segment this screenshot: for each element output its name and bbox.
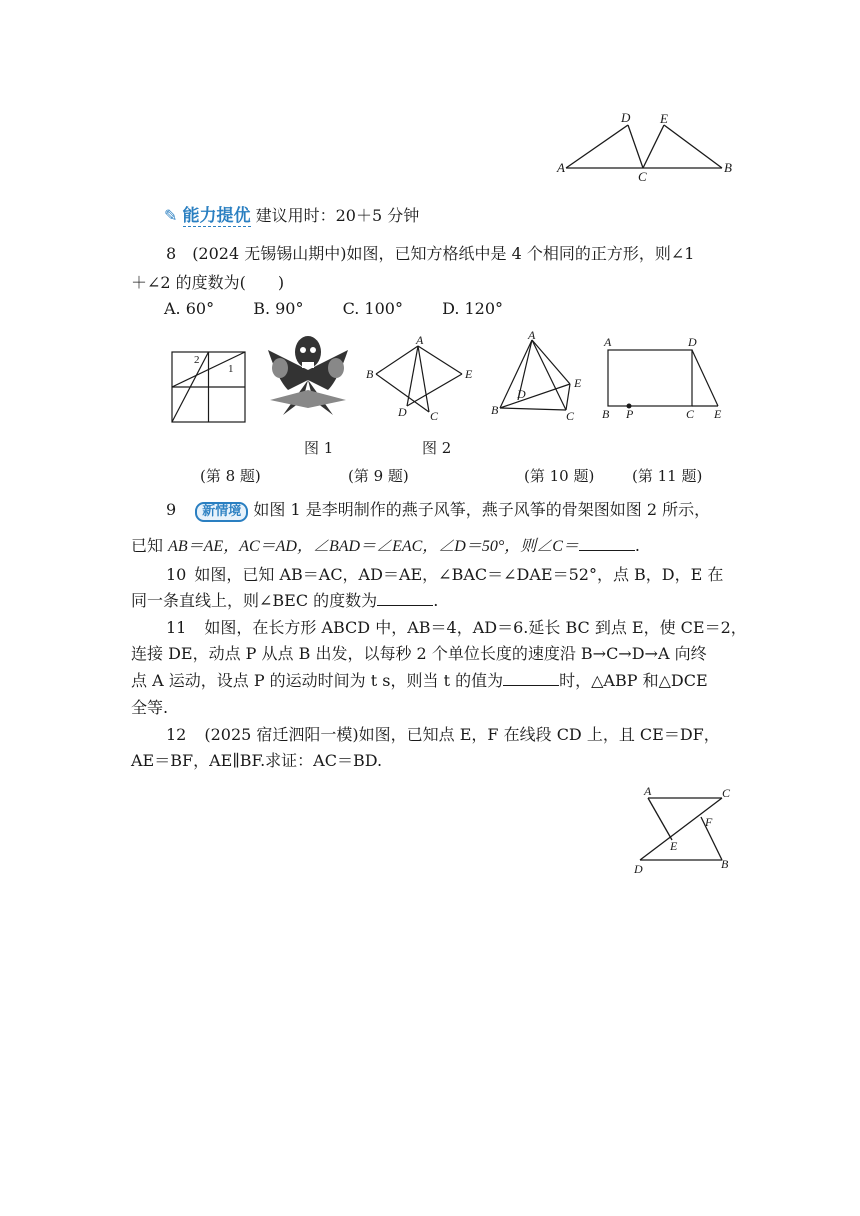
q8-line2: ＋∠2 的度数为( ): [131, 273, 285, 292]
q9-label-E: E: [465, 367, 473, 381]
q9-line1: 9 新情境 如图 1 是李明制作的燕子风筝，燕子风筝的骨架图如图 2 所示，: [166, 497, 766, 523]
fig2-caption: 图 2: [422, 439, 452, 457]
label-E: E: [660, 111, 668, 126]
q10-label-C: C: [566, 409, 575, 422]
caption-q10: (第 10 题): [524, 467, 595, 485]
answer-blank: [503, 671, 559, 686]
q8-grid-figure: [165, 346, 250, 426]
top-triangles-figure: [550, 108, 740, 184]
q9-kite-frame-figure: [362, 334, 482, 426]
caption-q9: (第 9 题): [348, 467, 409, 485]
q10-label-A: A: [528, 330, 536, 342]
time-note: 建议用时：20＋5 分钟: [255, 206, 420, 225]
q12-line1: 12 (2025 宿迁泗阳一模)如图，已知点 E，F 在线段 CD 上，且 CE＝DF，: [166, 725, 720, 744]
q10-label-D: D: [517, 387, 526, 401]
section-title: 能力提优: [182, 206, 251, 226]
q11-line3: 点 A 运动，设点 P 的运动时间为 t s，则当 t 的值为 时，△ABP 和△DCE: [131, 671, 708, 690]
q11-rectangle-figure: [596, 332, 730, 422]
angle-2-label: 2: [194, 354, 200, 366]
section-header: [164, 204, 419, 228]
q9-label-A: A: [416, 334, 424, 347]
q10-label-E: E: [574, 376, 582, 390]
q11-label-P: P: [626, 407, 634, 421]
q12-label-F: F: [705, 815, 713, 829]
q10-figure: [488, 330, 588, 422]
option-d: D. 120°: [442, 299, 504, 318]
q11-line4: 全等.: [131, 698, 169, 717]
q12-label-A: A: [644, 784, 652, 798]
fig1-caption: 图 1: [304, 439, 334, 457]
pencil-icon: ✎: [164, 206, 178, 225]
q10-label-B: B: [491, 403, 499, 417]
q12-label-B: B: [721, 857, 729, 871]
q12-line2: AE＝BF，AE∥BF.求证：AC＝BD.: [131, 751, 383, 770]
answer-blank: [579, 536, 635, 551]
q11-line2: 连接 DE，动点 P 从点 B 出发，以每秒 2 个单位长度的速度沿 B→C→D→A 向终: [131, 644, 707, 663]
label-B: B: [724, 160, 732, 175]
caption-q8: (第 8 题): [200, 467, 261, 485]
caption-q11: (第 11 题): [632, 467, 703, 485]
option-a: A. 60°: [164, 299, 215, 318]
q12-figure: [626, 782, 738, 878]
q11-label-A: A: [604, 335, 612, 349]
q11-label-E: E: [714, 407, 722, 421]
q10-line1: 10 如图，已知 AB＝AC，AD＝AE，∠BAC＝∠DAE＝52°，点 B，D，E 在: [166, 565, 724, 584]
q12-label-D: D: [634, 862, 643, 876]
q11-line1: 11 如图，在长方形 ABCD 中，AB＝4，AD＝6.延长 BC 到点 E，使 CE＝2，: [166, 618, 747, 637]
q11-label-C: C: [686, 407, 695, 421]
label-A: A: [557, 160, 565, 175]
angle-1-label: 1: [228, 363, 234, 375]
q10-line2: 同一条直线上，则∠BEC 的度数为 .: [131, 591, 439, 610]
q9-label-D: D: [398, 405, 407, 419]
q8-line1: 8 (2024 无锡锡山期中)如图，已知方格纸中是 4 个相同的正方形，则∠1: [166, 244, 695, 263]
q12-label-C: C: [722, 786, 731, 800]
q12-label-E: E: [670, 839, 678, 853]
label-D: D: [621, 110, 631, 125]
q9-label-C: C: [430, 409, 439, 423]
q9-label-B: B: [366, 367, 374, 381]
q11-label-D: D: [688, 335, 697, 349]
option-b: B. 90°: [253, 299, 304, 318]
q11-label-B: B: [602, 407, 610, 421]
q9-line2: 已知 AB＝AE，AC＝AD，∠BAD＝∠EAC，∠D＝50°，则∠C＝ .: [131, 536, 641, 555]
q8-options: [164, 296, 764, 322]
answer-blank: [377, 591, 433, 606]
swallow-kite-picture: [258, 330, 358, 422]
new-situation-badge: 新情境: [195, 502, 248, 522]
label-C: C: [638, 169, 647, 184]
option-c: C. 100°: [342, 299, 403, 318]
